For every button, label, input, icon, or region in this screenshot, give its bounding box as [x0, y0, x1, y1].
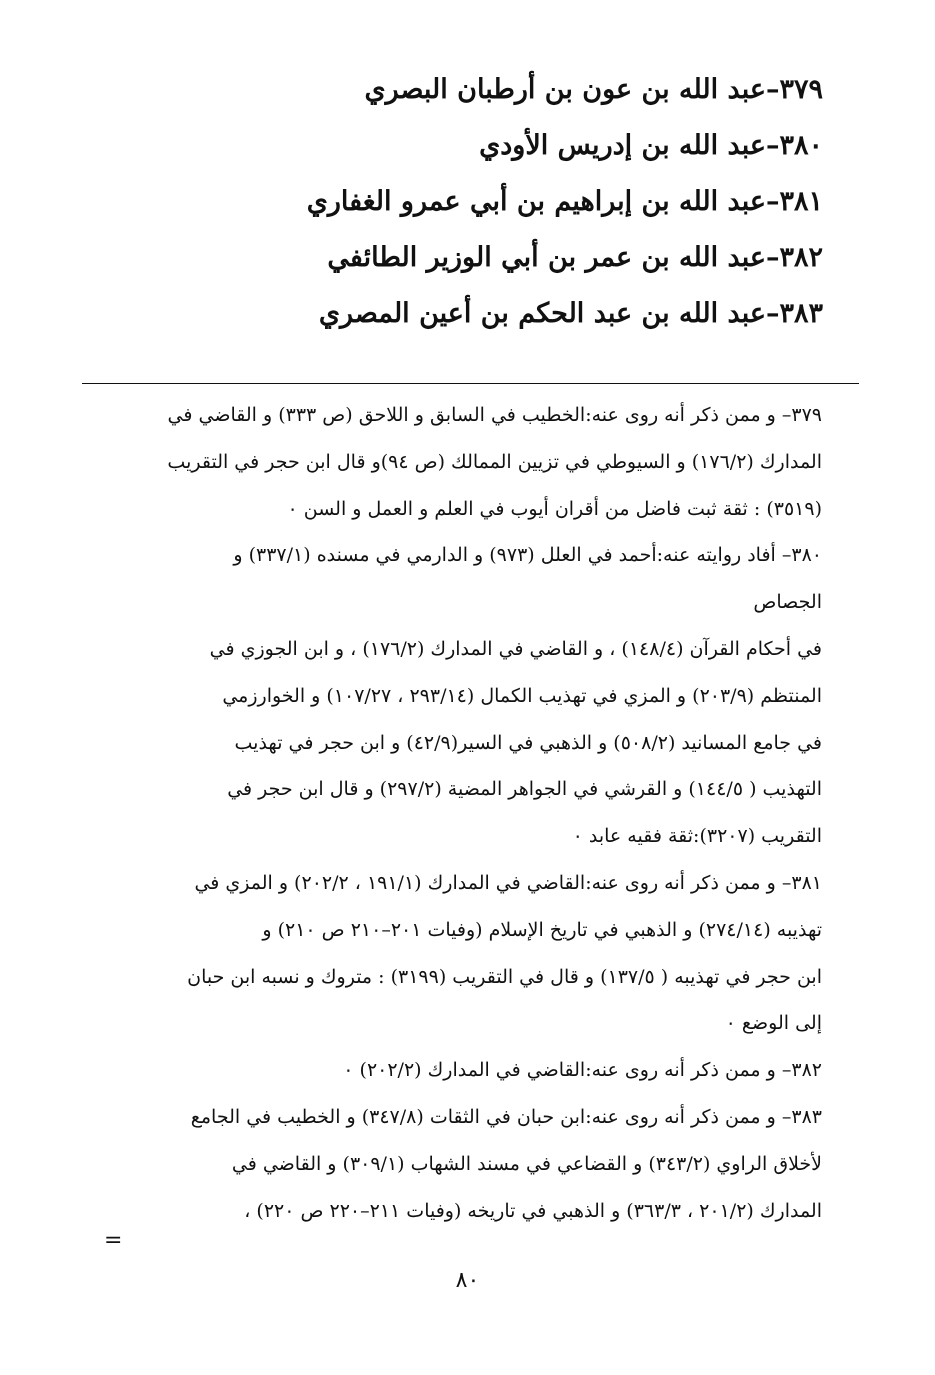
entry-heading: ٣٨٢–عبد الله بن عمر بن أبي الوزير الطائفي [327, 242, 823, 273]
entry-heading: ٣٧٩–عبد الله بن عون بن أرطبان البصري [364, 74, 823, 105]
footnote-line: في جامع المسانيد (٥٠٨/٢) و الذهبي في السير(٤٢/٩) و ابن حجر في تهذيب [234, 731, 822, 754]
footnote-line: تهذيبه (٢٧٤/١٤) و الذهبي في تاريخ الإسلام (وفيات ٢٠١–٢١٠ ص ٢١٠) و [262, 918, 822, 941]
footnote-line: ٣٨٠– أفاد روايته عنه:أحمد في العلل (٩٧٣) و الدارمي في مسنده (٣٣٧/١) و [233, 544, 822, 567]
footnote-line: لأخلاق الراوي (٣٤٣/٢) و القضاعي في مسند الشهاب (٣٠٩/١) و القاضي في [231, 1152, 822, 1175]
footnote-line: الجصاص [753, 591, 822, 614]
footnote-line: ٣٨٣– و ممن ذكر أنه روى عنه:ابن حبان في الثقات (٣٤٧/٨) و الخطيب في الجامع [190, 1105, 822, 1128]
continuation-mark: = [104, 1228, 123, 1253]
footnotes [82, 392, 822, 1234]
footnote-line: ٣٨٢– و ممن ذكر أنه روى عنه:القاضي في المدارك (٢٠٢/٢) ٠ [343, 1059, 822, 1082]
entry-heading: ٣٨١–عبد الله بن إبراهيم بن أبي عمرو الغفاري [306, 186, 823, 217]
footnote-line: التقريب (٣٢٠٧):ثقة فقيه عابد ٠ [572, 825, 822, 848]
entry-heading: ٣٨٣–عبد الله بن عبد الحكم بن أعين المصري [318, 298, 823, 329]
footnote-separator [82, 383, 859, 384]
footnote-line: ٣٧٩– و ممن ذكر أنه روى عنه:الخطيب في السابق و اللاحق (ص ٣٣٣) و القاضي في [167, 404, 822, 426]
footnote-line: ٣٨١– و ممن ذكر أنه روى عنه:القاضي في المدارك (١٩١/١ ، ٢٠٢/٢) و المزي في [194, 871, 822, 894]
footnote-line: المنتظم (٢٠٣/٩) و المزي في تهذيب الكمال (٢٩٣/١٤ ، ١٠٧/٢٧) و الخوارزمي [222, 684, 822, 707]
footnote-line: المدارك (١٧٦/٢) و السيوطي في تزيين الممالك (ص ٩٤)و قال ابن حجر في التقريب [167, 450, 822, 473]
footnote-line: التهذيب ( ١٤٤/٥) و القرشي في الجواهر المضية (٢٩٧/٢) و قال ابن حجر في [227, 778, 822, 801]
footnote-line: إلى الوضع ٠ [725, 1012, 822, 1035]
entry-headings [306, 62, 823, 342]
footnote-line: المدارك (٢٠١/٢ ، ٣٦٣/٣) و الذهبي في تاريخه (وفيات ٢١١–٢٢٠ ص ٢٢٠) ، [244, 1199, 822, 1222]
footnote-line: ابن حجر في تهذيبه ( ١٣٧/٥) و قال في التقريب (٣١٩٩) : متروك و نسبه ابن حبان [187, 965, 822, 988]
footnote-line: في أحكام القرآن (١٤٨/٤) ، و القاضي في المدارك (١٧٦/٢) ، و ابن الجوزي في [209, 637, 822, 660]
page-number: ٨٠ [455, 1268, 480, 1293]
footnote-line: (٣٥١٩) : ثقة ثبت فاضل من أقران أيوب في العلم و العمل و السن ٠ [287, 497, 822, 520]
entry-heading: ٣٨٠–عبد الله بن إدريس الأودي [479, 130, 823, 161]
